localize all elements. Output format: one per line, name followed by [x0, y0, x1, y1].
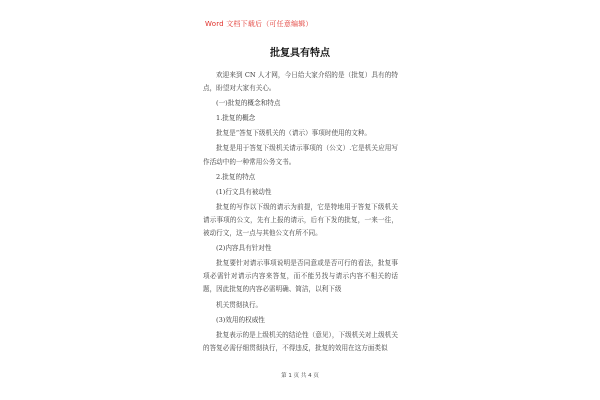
- paragraph: 批复要针对请示事项说明是否同意或是否可行的看法，批复事项必需针对请示内容来答复，而不能另找与请示内容不相关的话题，因此批复的内容必需明确、简洁，以利下级: [203, 259, 398, 294]
- paragraph: 批复是“答复下级机关的（请示）事项时使用的文种。: [216, 129, 372, 138]
- document-body: [203, 69, 398, 357]
- point-heading: (1)行文具有被动性: [216, 187, 272, 196]
- paragraph: 批复是用于答复下级机关请示事项的（公文）.它是机关应用写作活动中的一种常用公务文书。: [203, 144, 398, 166]
- paragraph: 批复的写作以下级的请示为前提，它是特地用于答复下级机关请示事项的公文，先有上报的请示，后有下发的批复，一来一往，被动行文，这一点与其他公文有所不同。: [203, 202, 398, 238]
- subsection-heading: 2.批复的特点: [216, 172, 256, 181]
- point-heading: (3)效用的权威性: [216, 315, 265, 324]
- paragraph: 机关贯彻执行。: [216, 300, 263, 309]
- page-indicator: 第 1 页 共 4 页: [281, 373, 319, 379]
- page-title: 批复具有特点: [270, 48, 330, 59]
- section-heading: (一)批复的概念和特点: [216, 99, 281, 108]
- point-heading: (2)内容具有针对性: [216, 244, 272, 253]
- paragraph: 批复表示的是上级机关的结论性（意见），下级机关对上级机关的答复必需仔细贯彻执行，不得违反，批复的效用在这方面类似: [203, 330, 398, 352]
- paragraph: 欢迎来到 CN 人才网，今日给大家介绍的是（批复）具有的特点，盼望对大家有关心。: [203, 71, 398, 93]
- download-watermark: Word 文档下载后（可任意编辑）: [205, 20, 313, 28]
- subsection-heading: 1.批复的概念: [216, 114, 256, 123]
